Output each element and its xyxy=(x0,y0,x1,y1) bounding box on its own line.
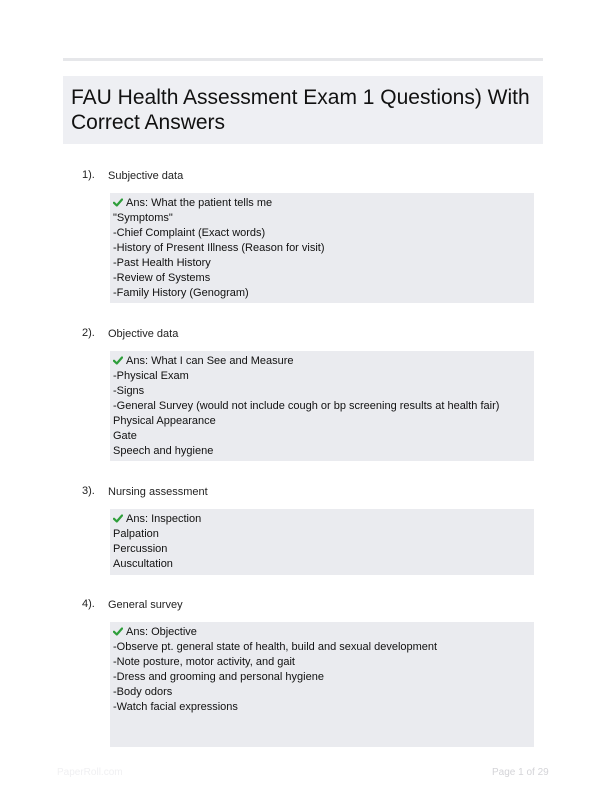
answer-line: "Symptoms" xyxy=(113,212,173,224)
answer-line: -Review of Systems xyxy=(113,272,211,284)
question-number: 1). xyxy=(82,169,95,181)
question-prompt: General survey xyxy=(108,599,183,611)
answer-box-2 xyxy=(110,351,534,461)
title-banner xyxy=(63,76,543,144)
answer-line: -History of Present Illness (Reason for visit) xyxy=(113,242,325,254)
answer-line: -Chief Complaint (Exact words) xyxy=(113,227,266,239)
question-number: 3). xyxy=(82,485,95,497)
answer-box-3 xyxy=(110,509,534,575)
answer-line: Speech and hygiene xyxy=(113,445,214,457)
answer-line: Ans: Objective xyxy=(113,625,534,640)
answer-line: -Physical Exam xyxy=(113,370,189,382)
question-prompt: Objective data xyxy=(108,328,179,340)
checkmark-icon xyxy=(113,356,123,365)
answer-line: Palpation xyxy=(113,528,159,540)
checkmark-icon xyxy=(113,627,123,636)
answer-line: Ans: What I can See and Measure xyxy=(113,354,534,369)
question-number: 4). xyxy=(82,598,95,610)
answer-line: -Dress and grooming and personal hygiene xyxy=(113,671,324,683)
answer-line: -Signs xyxy=(113,385,145,397)
answer-box-1 xyxy=(110,193,534,303)
checkmark-icon xyxy=(113,198,123,207)
answer-line: -General Survey (would not include cough or bp screening results at health fair) xyxy=(113,400,500,412)
answer-line: -Watch facial expressions xyxy=(113,701,238,713)
answer-line: -Past Health History xyxy=(113,257,211,269)
answer-line: -Observe pt. general state of health, build and sexual development xyxy=(113,641,438,653)
question-prompt: Subjective data xyxy=(108,170,184,182)
page-title: FAU Health Assessment Exam 1 Questions) With Correct Answers xyxy=(71,86,530,134)
answer-line: Physical Appearance xyxy=(113,415,216,427)
answer-line: -Note posture, motor activity, and gait xyxy=(113,656,295,668)
answer-line: Ans: Inspection xyxy=(113,512,534,527)
answer-line: -Family History (Genogram) xyxy=(113,287,249,299)
page-number: Page 1 of 29 xyxy=(492,767,549,778)
question-prompt: Nursing assessment xyxy=(108,486,208,498)
answer-line: Gate xyxy=(113,430,137,442)
checkmark-icon xyxy=(113,514,123,523)
footer-site-watermark: PaperRoll.com xyxy=(57,767,123,778)
top-divider xyxy=(63,58,543,61)
answer-line: Ans: What the patient tells me xyxy=(113,196,534,211)
question-number: 2). xyxy=(82,327,95,339)
answer-line: -Body odors xyxy=(113,686,173,698)
answer-line: Percussion xyxy=(113,543,168,555)
answer-line: Auscultation xyxy=(113,558,173,570)
answer-box-4 xyxy=(110,622,534,747)
